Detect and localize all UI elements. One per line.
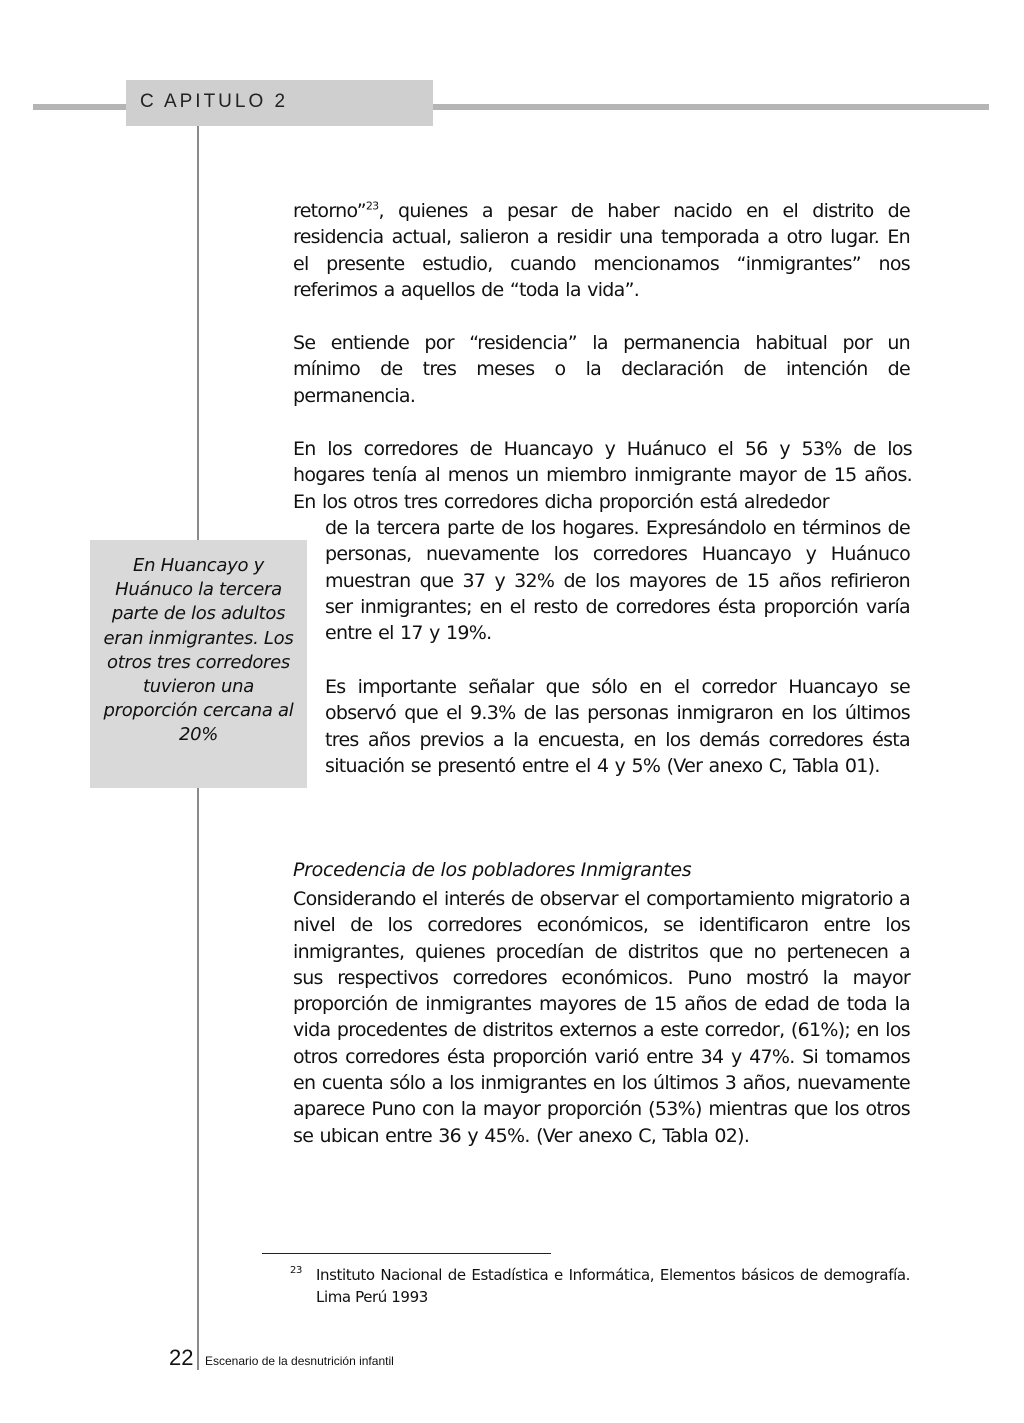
footnote-text: Instituto Nacional de Estadística e Informática, Elementos básicos de demografía. Lima Perú 1993 bbox=[316, 1266, 910, 1306]
paragraph-procedencia bbox=[293, 886, 910, 1149]
chapter-heading: C APITULO 2 bbox=[126, 80, 433, 126]
footnote-number: 23 bbox=[290, 1265, 302, 1276]
paragraph-residencia bbox=[293, 330, 910, 409]
paragraph-procedencia-text: Considerando el interés de observar el comportamiento migratorio a nivel de los corredores económicos, se identificaron entre los inmigrantes, quienes procedían de distritos que no pertenecen a sus respectivos corredores económicos. Puno mostró la mayor proporción de inmigrantes mayores de 15 años de edad de toda la vida procedentes de distritos externos a este corredor, (61%); en los otros corredores ésta proporción varió entre 34 y 47%. Si tomamos en cuenta sólo a los inmigrantes en los últimos 3 años, nuevamente aparece Puno con la mayor proporción (53%) mientras que los otros se ubican entre 36 y 45%. (Ver anexo C, Tabla 02). bbox=[293, 888, 910, 1147]
paragraph-corredores-start-text: En los corredores de Huancayo y Huánuco el 56 y 53% de los hogares tenía al menos un miembro inmigrante mayor de 15 años. En los otros tres corredores dicha proporción está alrededor bbox=[293, 438, 912, 513]
page-number: 22 bbox=[169, 1345, 194, 1370]
section-heading: Procedencia de los pobladores Inmigrantes bbox=[293, 859, 692, 881]
sidebar-callout bbox=[90, 540, 307, 788]
sidebar-callout-text: En Huancayo y Huánuco la tercera parte de los adultos eran inmigrantes. Los otros tres corredores tuvieron una proporción cercana al 20% bbox=[103, 555, 294, 746]
running-footer: Escenario de la desnutrición infantil bbox=[205, 1354, 394, 1368]
paragraph-huancayo bbox=[325, 674, 910, 779]
footnote bbox=[290, 1264, 910, 1308]
paragraph-corredores-continued bbox=[325, 515, 910, 646]
footnote-ref[interactable]: 23 bbox=[365, 199, 379, 213]
paragraph-corredores-start bbox=[293, 436, 912, 515]
header-rule-left bbox=[33, 104, 127, 110]
paragraph-residencia-text: Se entiende por “residencia” la permanencia habitual por un mínimo de tres meses o la declaración de intención de permanencia. bbox=[293, 332, 910, 407]
paragraph-retorno-start: retorno” bbox=[293, 200, 366, 222]
paragraph-corredores-continued-text: de la tercera parte de los hogares. Expresándolo en términos de personas, nuevamente los corredores Huancayo y Huánuco muestran que 37 y 32% de los mayores de 15 años refirieron ser inmigrantes; en el resto de corredores ésta proporción varía entre el 17 y 19%. bbox=[325, 517, 910, 645]
paragraph-retorno bbox=[293, 198, 910, 303]
footnote-rule bbox=[262, 1253, 551, 1254]
paragraph-huancayo-text: Es importante señalar que sólo en el corredor Huancayo se observó que el 9.3% de las personas inmigraron en los últimos tres años previos a la encuesta, en los demás corredores ésta situación se presentó entre el 4 y 5% (Ver anexo C, Tabla 01). bbox=[325, 676, 910, 777]
paragraph-retorno-rest: , quienes a pesar de haber nacido en el distrito de residencia actual, salieron a residir una temporada a otro lugar. En el presente estudio, cuando mencionamos “inmigrantes” nos referimos a aquellos de “toda la vida”. bbox=[293, 200, 910, 301]
header-rule-right bbox=[433, 104, 989, 110]
